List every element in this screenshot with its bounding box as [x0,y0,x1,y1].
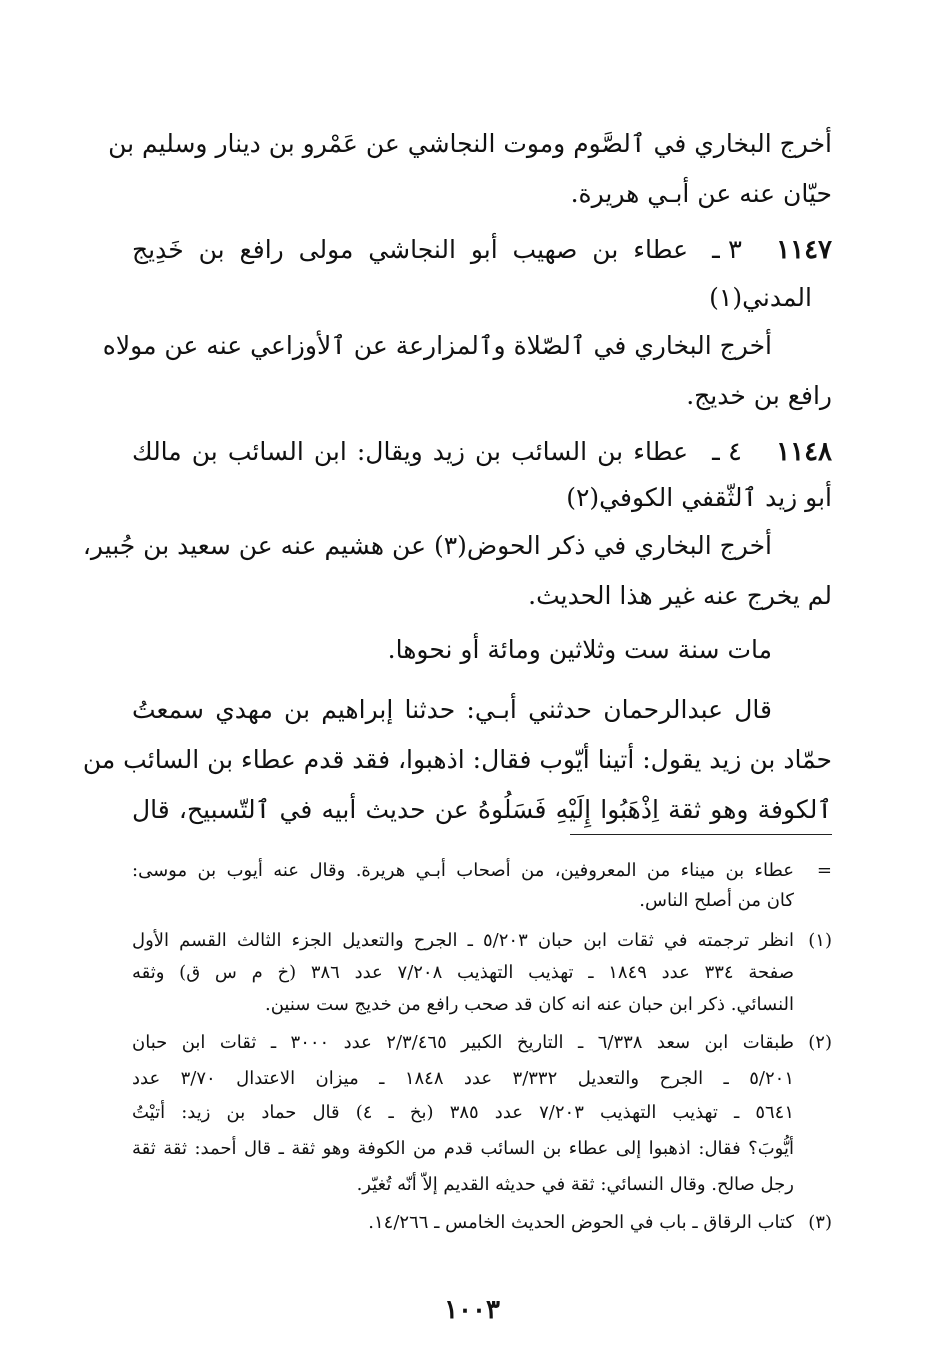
footnote-separator [570,834,832,835]
body-line: قال عبدالرحمان حدثني أبـي: حدثنا إبراهيم بن مهدي سمعتُ [132,695,772,724]
footnote-marker: (٣) [808,1212,832,1233]
body-line: رافع بن خديج. [686,381,832,410]
entry-heading-continued: أبو زيد ٱلثّقفي الكوفي(٢) [566,483,832,512]
body-line: أخرج البخاري في ذكر الحوض(٣) عن هشيم عنه عن سعيد بن جُبير، [82,531,772,560]
body-line: حيّان عنه عن أبـي هريرة. [570,179,832,208]
entry-heading-continued: المدني(١) [709,283,812,312]
footnote-line: عطاء بن ميناء من المعروفين، من أصحاب أبـي هريرة. وقال عنه أيوب بن موسى: [132,860,795,881]
footnote-line: انظر ترجمته في ثقات ابن حبان ٥/٢٠٣ ـ الجرح والتعديل الجزء الثالث القسم الأول [132,930,794,951]
footnote-line: كان من أصلح الناس. [639,890,794,911]
body-line: أخرج البخاري في ٱلصَّوم وموت النجاشي عن عَمْرو بن دينار وسليم بن [108,129,832,158]
footnote-line: رجل صالح. وقال النسائي: ثقة في حديثه القديم إلاّ أنّه تُغيّر. [356,1174,794,1195]
body-line: ٱلكوفة وهو ثقة اِذْهَبُوا إِلَيْهِ فَسَلُوهُ عن حديث أبيه في ٱلتّسبيح، قال [132,795,832,824]
body-line: لم يخرج عنه غير هذا الحديث. [528,581,832,610]
entry-sequence: ٤ ـ [712,437,742,467]
footnote-marker: (٢) [808,1032,832,1053]
footnote-line: النسائي. ذكر ابن حبان عنه انه كان قد صحب رافع من خديج ست سنين. [264,994,794,1015]
entry-sequence: ٣ ـ [712,235,742,265]
entry-heading: عطاء بن السائب بن زيد ويقال: ابن السائب بن مالك [132,437,688,466]
body-line: مات سنة ست وثلاثين ومائة أو نحوها. [387,635,772,664]
entry-number: ١١٤٧ [776,235,832,265]
body-line: حمّاد بن زيد يقول: أتينا أيّوب فقال: اذهبوا، فقد قدم عطاء بن السائب من [82,745,832,774]
entry-number: ١١٤٨ [776,437,832,467]
footnote-marker: (١) [808,930,832,951]
footnote-line: طبقات ابن سعد ٦/٣٣٨ ـ التاريخ الكبير ٢/٣/٤٦٥ عدد ٣٠٠٠ ـ ثقات ابن حبان [132,1032,794,1053]
footnote-line: ٥٦٤١ ـ تهذيب التهذيب ٧/٢٠٣ عدد ٣٨٥ (بخ ـ ٤) قال حماد بن زيد: أتيْتُ [132,1102,795,1123]
footnote-line: كتاب الرقاق ـ باب في الحوض الحديث الخامس ـ ١٤/٢٦٦. [368,1212,794,1233]
footnote-line: صفحة ٣٣٤ عدد ١٨٤٩ ـ تهذيب التهذيب ٧/٢٠٨ عدد ٣٨٦ (خ م س ق) وثقه [132,962,794,983]
entry-heading: عطاء بن صهيب أبو النجاشي مولى رافع بن خَدِيج [132,235,688,264]
body-line: أخرج البخاري في ٱلصّلاة وٱلمزارعة عن ٱلأوزاعي عنه عن مولاه [102,331,772,360]
page-number: ١٠٠٣ [444,1295,500,1325]
footnote-line: أيُّوبَ؟ فقال: اذهبوا إلى عطاء بن السائب قدم من الكوفة وهو ثقة ـ قال أحمد: ثقة ثقة [132,1138,794,1159]
footnote-continuation-mark: = [816,860,832,881]
footnote-line: ٥/٢٠١ ـ الجرح والتعديل ٣/٣٣٢ عدد ١٨٤٨ ـ ميزان الاعتدال ٣/٧٠ عدد [132,1068,794,1089]
